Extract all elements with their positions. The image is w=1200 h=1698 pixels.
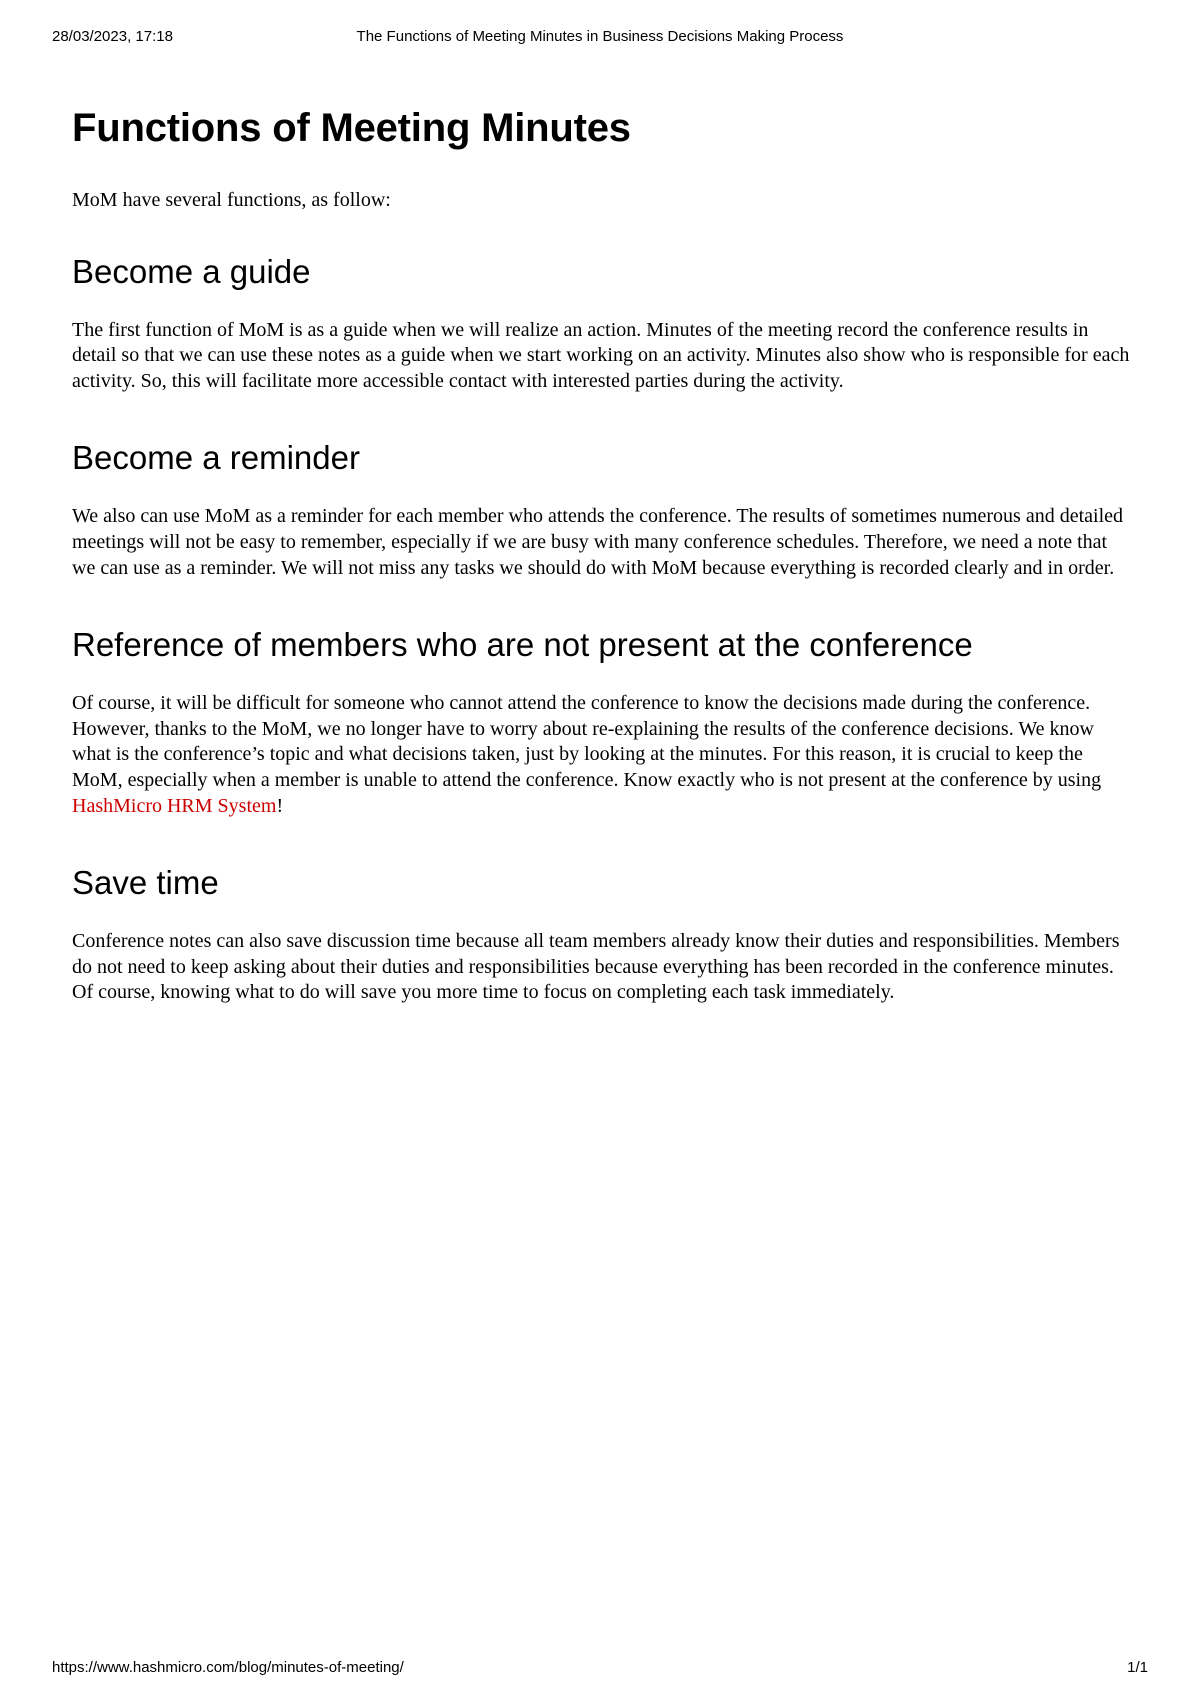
section-body-reference-text: Of course, it will be difficult for someone who cannot attend the conference to know the decisions made during the conference. However, thanks to the MoM, we no longer have to worry about re-explaining the results of the conference decisions. We know what is the conference’s topic and what decisions taken, just by looking at the minutes. For this reason, it is crucial to keep the MoM, especially when a member is unable to attend the conference. Know exactly who is not present at the conference by using xyxy=(72,692,1102,791)
print-footer xyxy=(0,1659,1200,1679)
section-heading-reference: Reference of members who are not present at the conference xyxy=(72,626,973,664)
article-content xyxy=(72,104,1132,1050)
print-datetime: 28/03/2023, 17:18 xyxy=(52,28,173,45)
intro-paragraph: MoM have several functions, as follow: xyxy=(72,189,391,211)
print-doc-title: The Functions of Meeting Minutes in Business Decisions Making Process xyxy=(356,28,844,45)
section-heading-save-time: Save time xyxy=(72,864,219,902)
section-heading-guide: Become a guide xyxy=(72,252,311,290)
print-header xyxy=(0,28,1200,48)
section-body-reference xyxy=(72,691,1132,819)
section-body-reference-end: ! xyxy=(276,794,284,817)
print-url: https://www.hashmicro.com/blog/minutes-of-meeting/ xyxy=(52,1659,404,1676)
section-body-guide: The first function of MoM is as a guide when we will realize an action. Minutes of the meeting record the conference results in detail so that we can use these notes as a guide when we start working on an activity. Minutes also show who is responsible for each activity. So, this will facilitate more accessible contact with interested parties during the activity. xyxy=(72,318,1130,392)
page-title: Functions of Meeting Minutes xyxy=(72,106,631,150)
page-number: 1/1 xyxy=(1127,1659,1148,1676)
hrm-system-link[interactable]: HashMicro HRM System xyxy=(72,794,277,817)
section-heading-reminder: Become a reminder xyxy=(72,439,360,477)
section-body-save-time: Conference notes can also save discussion time because all team members already know their duties and responsibilities. Members do not need to keep asking about their duties and responsibilities because everything has been recorded in the conference minutes. Of course, knowing what to do will save you more time to focus on completing each task immediately. xyxy=(72,930,1120,1004)
section-body-reminder: We also can use MoM as a reminder for each member who attends the conference. The results of sometimes numerous and detailed meetings will not be easy to remember, especially if we are busy with many conference schedules. Therefore, we need a note that we can use as a reminder. We will not miss any tasks we should do with MoM because everything is recorded clearly and in order. xyxy=(72,505,1123,579)
